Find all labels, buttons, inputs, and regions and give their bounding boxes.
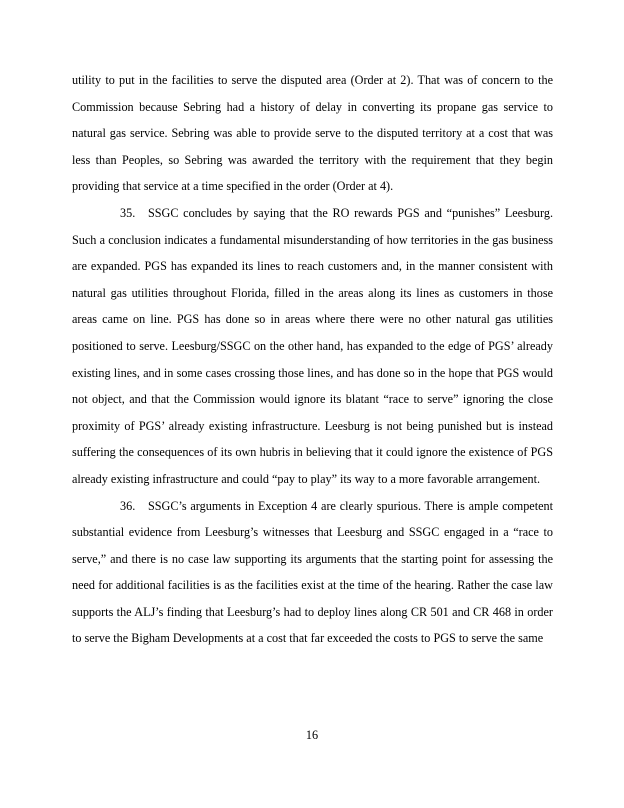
paragraph-text: SSGC’s arguments in Exception 4 are clearly spurious. There is ample competent substantial evidence from Leesburg’s witnesses that Leesburg and SSGC engaged in a “race to serve,” and there is no case law supporting its arguments that the starting point for assessing the need for additional facilities is as the facilities exist at the time of the hearing. Rather the case law supports the ALJ’s finding that Leesburg’s had to deploy lines along CR 501 and CR 468 in order to serve the Bigham Developments at a cost that far exceeded the costs to PGS to serve the same (72, 498, 553, 646)
paragraph-35 (72, 200, 553, 493)
paragraph-continuation (72, 67, 553, 200)
paragraph-text: SSGC concludes by saying that the RO rewards PGS and “punishes” Leesburg. Such a conclusion indicates a fundamental misunderstanding of how territories in the gas business are expanded. PGS has expanded its lines to reach customers and, in the manner consistent with natural gas utilities throughout Florida, filled in the areas along its lines as customers in those areas came on line. PGS has done so in areas where there were no other natural gas utilities positioned to serve. Leesburg/SSGC on the other hand, has expanded to the edge of PGS’ already existing lines, and in some cases crossing those lines, and has done so in the hope that PGS would not object, and that the Commission would ignore its blatant “race to serve” ignoring the close proximity of PGS’ already existing infrastructure. Leesburg is not being punished but is instead suffering the consequences of its own hubris in believing that it could ignore the existence of PGS already existing infrastructure and could “pay to play” its way to a more favorable arrangement. (72, 205, 553, 486)
paragraph-number: 36. (120, 498, 136, 513)
paragraph-text: utility to put in the facilities to serve the disputed area (Order at 2). That was of concern to the Commission because Sebring had a history of delay in converting its propane gas service to natural gas service. Sebring was able to provide serve to the disputed territory at a cost that was less than Peoples, so Sebring was awarded the territory with the requirement that they begin providing that service at a time specified in the order (Order at 4). (72, 73, 553, 194)
document-body (72, 67, 553, 652)
page-number: 16 (305, 728, 319, 742)
paragraph-36 (72, 493, 553, 653)
paragraph-number: 35. (120, 205, 136, 220)
